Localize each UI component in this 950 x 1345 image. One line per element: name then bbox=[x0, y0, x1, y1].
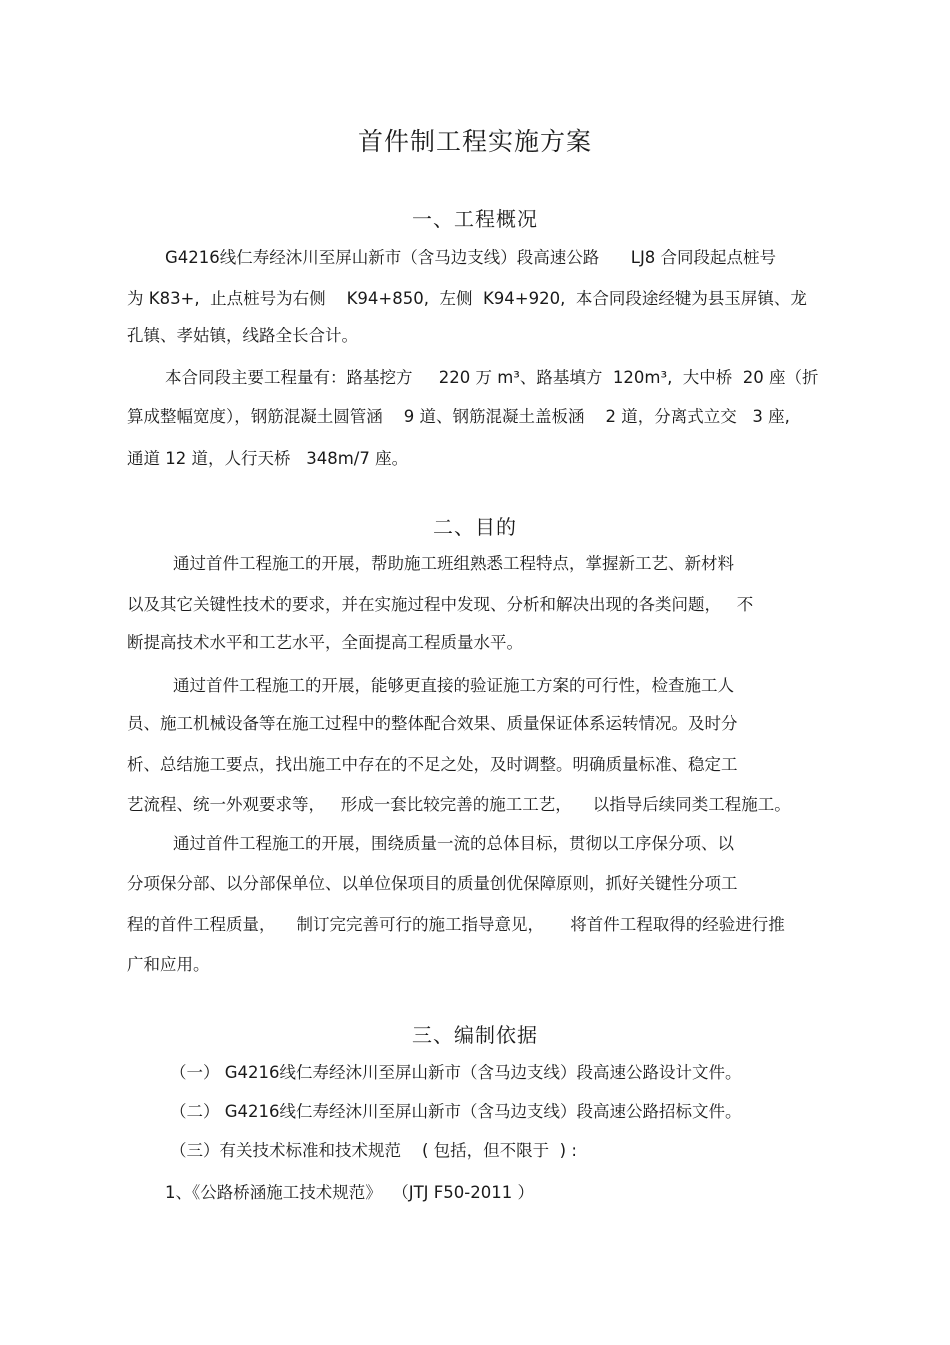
paragraph-line: 通过首件工程施工的开展，帮助施工班组熟悉工程特点，掌握新工艺、新材料 bbox=[173, 554, 734, 573]
paragraph-line: G4216线仁寿经沐川至屏山新市（含马边支线）段高速公路 LJ8 合同段起点桩号 bbox=[165, 248, 777, 267]
paragraph-line: 算成整幅宽度），钢筋混凝土圆管涵 9 道、钢筋混凝土盖板涵 2 道，分离式立交 3 座, bbox=[127, 407, 790, 426]
list-item: （二） G4216线仁寿经沐川至屏山新市（含马边支线）段高速公路招标文件。 bbox=[170, 1102, 742, 1121]
paragraph-line: 员、施工机械设备等在施工过程中的整体配合效果、质量保证体系运转情况。及时分 bbox=[127, 714, 738, 733]
paragraph-line: 析、总结施工要点，找出施工中存在的不足之处，及时调整。明确质量标准、稳定工 bbox=[127, 755, 738, 774]
list-item: （一） G4216线仁寿经沐川至屏山新市（含马边支线）段高速公路设计文件。 bbox=[170, 1063, 742, 1082]
paragraph-line: 艺流程、统一外观要求等， 形成一套比较完善的施工工艺， 以指导后续同类工程施工。 bbox=[127, 795, 791, 814]
list-item: 1、《公路桥涵施工技术规范》 （JTJ F50-2011 ） bbox=[165, 1183, 534, 1202]
list-item: （三）有关技术标准和技术规范 ( 包括，但不限于 ) : bbox=[170, 1141, 577, 1160]
paragraph-line: 断提高技术水平和工艺水平，全面提高工程质量水平。 bbox=[127, 633, 523, 652]
section-heading-overview: 一、工程概况 bbox=[412, 207, 538, 231]
paragraph-line: 通过首件工程施工的开展，能够更直接的验证施工方案的可行性，检查施工人 bbox=[173, 676, 734, 695]
paragraph-line: 为 K83+, 止点桩号为右侧 K94+850, 左侧 K94+920, 本合同段途经犍为县玉屏镇、龙 bbox=[127, 289, 807, 308]
paragraph-line: 分项保分部、以分部保单位、以单位保项目的质量创优保障原则，抓好关键性分项工 bbox=[127, 874, 738, 893]
paragraph-line: 以及其它关键性技术的要求，并在实施过程中发现、分析和解决出现的各类问题， 不 bbox=[127, 595, 754, 614]
section-heading-purpose: 二、目的 bbox=[433, 515, 517, 539]
section-heading-basis: 三、编制依据 bbox=[412, 1023, 538, 1047]
page-title: 首件制工程实施方案 bbox=[357, 127, 592, 156]
paragraph-line: 通过首件工程施工的开展，围绕质量一流的总体目标，贯彻以工序保分项、以 bbox=[173, 834, 734, 853]
paragraph-line: 程的首件工程质量， 制订完完善可行的施工指导意见， 将首件工程取得的经验进行推 bbox=[127, 915, 785, 934]
paragraph-line: 通道 12 道，人行天桥 348m/7 座。 bbox=[127, 449, 409, 468]
paragraph-line: 本合同段主要工程量有：路基挖方 220 万 m³、路基填方 120m³, 大中桥 20 座（折 bbox=[165, 368, 819, 387]
paragraph-line: 广和应用。 bbox=[127, 955, 210, 974]
paragraph-line: 孔镇、孝姑镇，线路全长合计。 bbox=[127, 326, 358, 345]
